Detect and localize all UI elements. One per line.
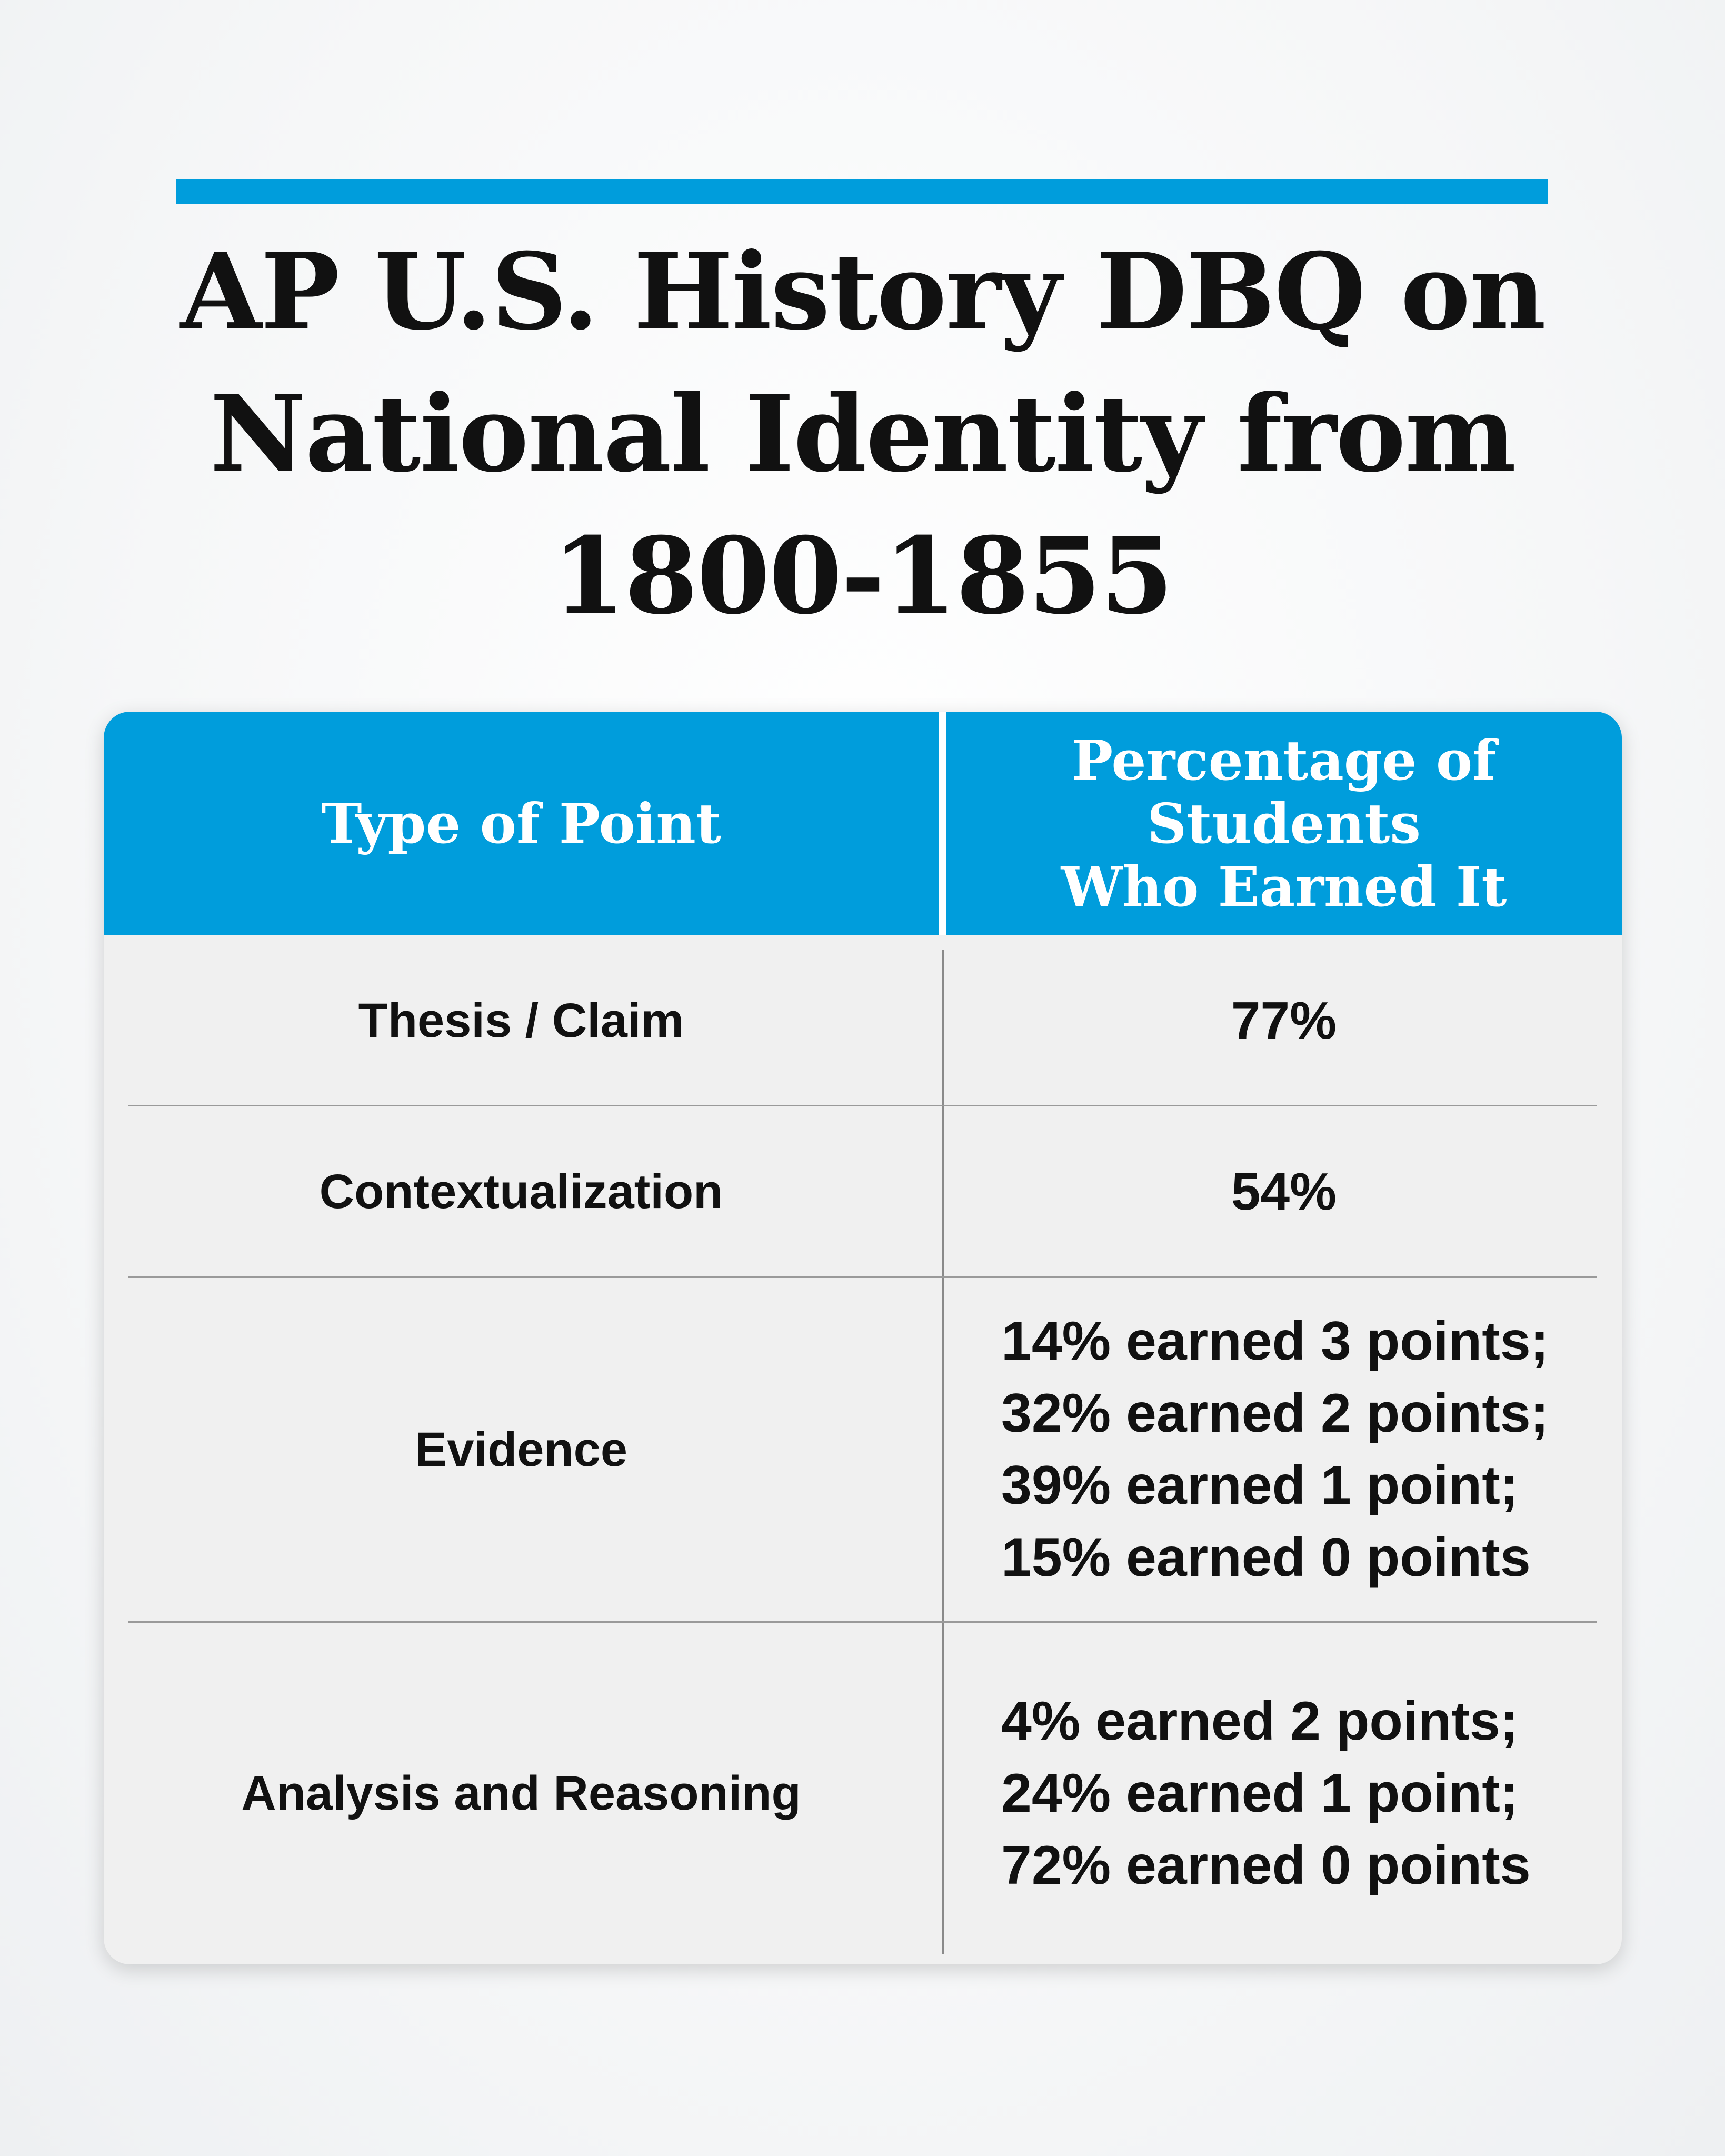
table-row	[104, 1278, 1622, 1621]
results-table	[104, 712, 1622, 1964]
row-percentage-line: 39% earned 1 point;	[1001, 1455, 1519, 1516]
table-row	[104, 1106, 1622, 1277]
row-type-cell	[104, 1106, 939, 1277]
header-type-of-point	[104, 712, 939, 935]
row-percentage-cell	[946, 1278, 1622, 1621]
title-line-2: National Identity from	[210, 372, 1515, 496]
header-divider	[939, 712, 946, 935]
row-percentage-line: 14% earned 3 points;	[1001, 1311, 1549, 1372]
row-type-cell	[104, 1278, 939, 1621]
header-percentage	[946, 712, 1622, 935]
row-percentage-line: 72% earned 0 points	[1001, 1835, 1531, 1896]
row-percentage-line: 4% earned 2 points;	[1001, 1691, 1519, 1752]
title-line-3: 1800-1855	[552, 514, 1173, 638]
row-type-label: Contextualization	[319, 1165, 723, 1219]
title-accent-bar	[176, 179, 1548, 204]
header-percentage-line-2: Students	[1147, 791, 1421, 856]
row-percentage-line: 32% earned 2 points;	[1001, 1383, 1549, 1444]
table-row	[104, 935, 1622, 1106]
row-percentage-cell	[946, 1623, 1622, 1964]
row-type-label: Analysis and Reasoning	[241, 1766, 801, 1820]
header-type-label: Type of Point	[321, 791, 721, 856]
row-type-label: Thesis / Claim	[358, 993, 684, 1047]
row-percentage-value: 77%	[1231, 991, 1337, 1050]
row-type-cell	[104, 1623, 939, 1964]
row-percentage-line: 15% earned 0 points	[1001, 1527, 1531, 1588]
row-percentage-value: 54%	[1231, 1162, 1337, 1221]
row-percentage-cell	[946, 1106, 1622, 1277]
header-percentage-line-1: Percentage of	[1071, 727, 1497, 793]
table-row	[104, 1623, 1622, 1964]
row-percentage-cell	[946, 935, 1622, 1106]
page-title	[105, 221, 1620, 647]
header-percentage-line-3: Who Earned It	[1061, 854, 1507, 919]
row-type-label: Evidence	[415, 1422, 627, 1476]
title-line-1: AP U.S. History DBQ on	[180, 230, 1545, 354]
row-percentage-line: 24% earned 1 point;	[1001, 1763, 1519, 1824]
row-type-cell	[104, 935, 939, 1106]
